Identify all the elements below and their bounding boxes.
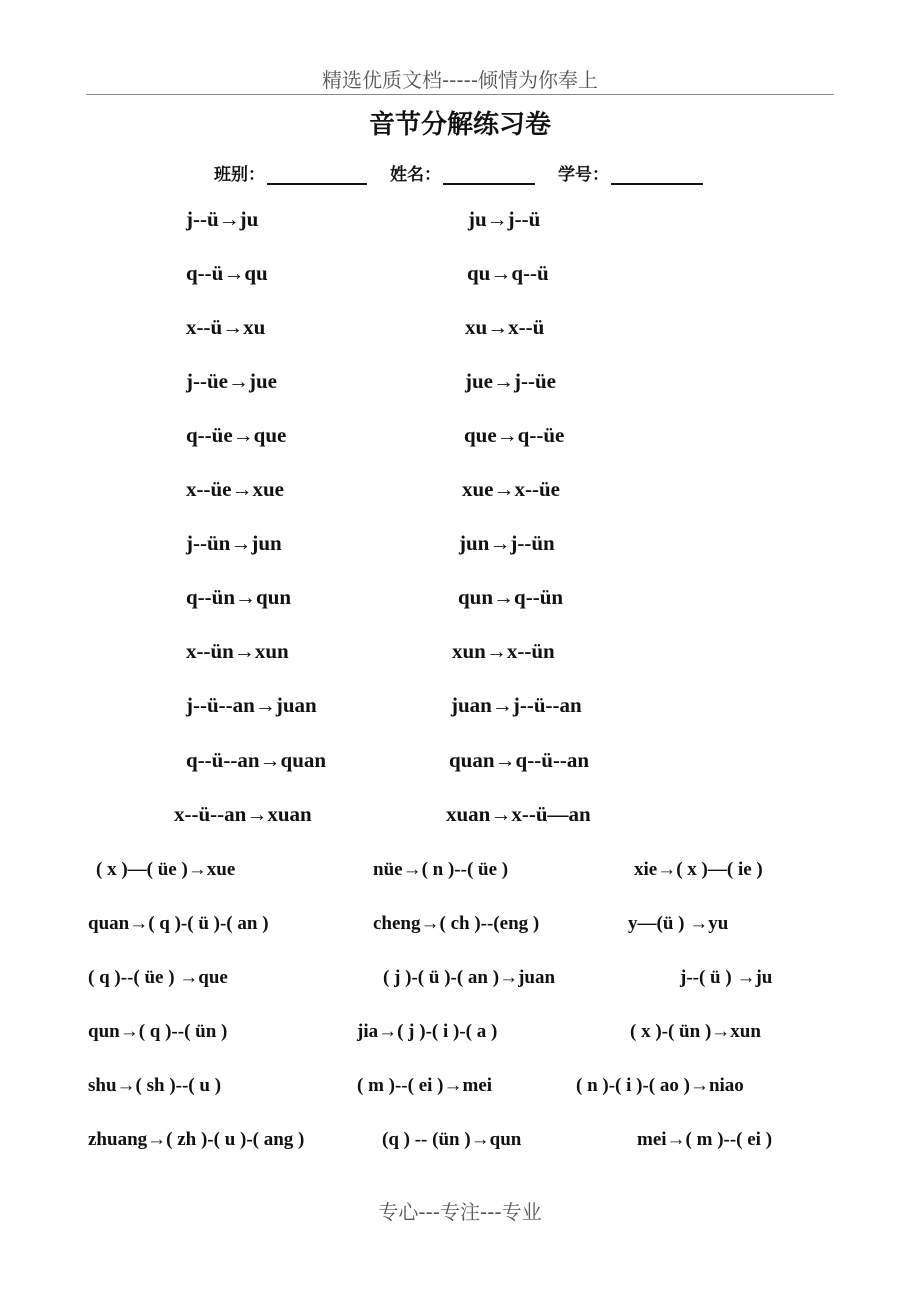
example-right: juan→j--ü--an — [451, 693, 582, 717]
example-right: xuan→x--ü—an — [446, 802, 591, 826]
exercise-item[interactable]: j--( ü ) →ju — [680, 967, 773, 988]
example-left: j--ü--an→juan — [186, 693, 317, 717]
name-label: 姓名： — [390, 165, 441, 185]
example-left: j--üe→jue — [186, 369, 277, 393]
example-left: q--ü--an→quan — [186, 748, 327, 772]
worksheet-title: 音节分解练习卷 — [368, 110, 551, 140]
example-left: x--ü→xu — [186, 315, 266, 339]
name-blank[interactable] — [443, 163, 535, 185]
example-left: j--ü→ju — [186, 207, 259, 231]
exercise-item[interactable]: cheng→( ch )--(eng ) — [373, 913, 540, 934]
exercise-item[interactable]: qun→( q )--( ün ) — [88, 1021, 228, 1042]
exercise-item[interactable]: ( j )-( ü )-( an )→juan — [383, 967, 556, 988]
student-number-field — [558, 160, 703, 185]
exercise-item[interactable]: ( n )-( i )-( ao )→niao — [576, 1075, 744, 1096]
exercise-item[interactable]: ( m )--( ei )→mei — [357, 1075, 493, 1096]
example-right: qu→q--ü — [467, 261, 549, 285]
example-right: jun→j--ün — [459, 531, 555, 555]
student-number-blank[interactable] — [611, 163, 703, 185]
example-right: qun→q--ün — [458, 585, 564, 609]
page-header: 精选优质文档-----倾情为你奉上 — [321, 68, 599, 92]
class-field — [214, 160, 367, 185]
exercise-item[interactable]: y—(ü ) →yu — [628, 913, 729, 934]
class-label: 班别： — [214, 165, 265, 185]
exercise-item[interactable]: (q ) -- (ün )→qun — [382, 1129, 522, 1150]
example-left: q--ün→qun — [186, 585, 292, 609]
example-left: x--ün→xun — [186, 639, 289, 663]
example-right: ju→j--ü — [468, 207, 541, 231]
example-left: q--ü→qu — [186, 261, 268, 285]
example-right: jue→j--üe — [465, 369, 556, 393]
exercise-item[interactable]: nüe→( n )--( üe ) — [373, 859, 509, 880]
exercise-item[interactable]: zhuang→( zh )-( u )-( ang ) — [88, 1129, 305, 1150]
exercise-item[interactable]: quan→( q )-( ü )-( an ) — [88, 913, 269, 934]
exercise-item[interactable]: ( q )--( üe ) →que — [88, 967, 228, 988]
student-info — [0, 160, 920, 190]
exercise-item[interactable]: ( x )—( üe )→xue — [96, 859, 236, 880]
example-right: quan→q--ü--an — [449, 748, 590, 772]
example-left: x--ü--an→xuan — [174, 802, 312, 826]
example-right: que→q--üe — [464, 423, 565, 447]
example-left: q--üe→que — [186, 423, 287, 447]
exercise-item[interactable]: xie→( x )—( ie ) — [634, 859, 763, 880]
exercise-item[interactable]: jia→( j )-( i )-( a ) — [357, 1021, 498, 1042]
example-left: j--ün→jun — [186, 531, 282, 555]
student-number-label: 学号： — [558, 165, 609, 185]
example-right: xu→x--ü — [465, 315, 545, 339]
class-blank[interactable] — [267, 163, 367, 185]
exercise-item[interactable]: shu→( sh )--( u ) — [88, 1075, 222, 1096]
example-right: xue→x--üe — [462, 477, 560, 501]
example-right: xun→x--ün — [452, 639, 555, 663]
exercise-item[interactable]: mei→( m )--( ei ) — [637, 1129, 773, 1150]
exercise-item[interactable]: ( x )-( ün )→xun — [630, 1021, 761, 1042]
example-left: x--üe→xue — [186, 477, 284, 501]
name-field — [390, 160, 535, 185]
page-footer: 专心---专注---专业 — [378, 1200, 542, 1224]
header-divider — [86, 94, 834, 95]
